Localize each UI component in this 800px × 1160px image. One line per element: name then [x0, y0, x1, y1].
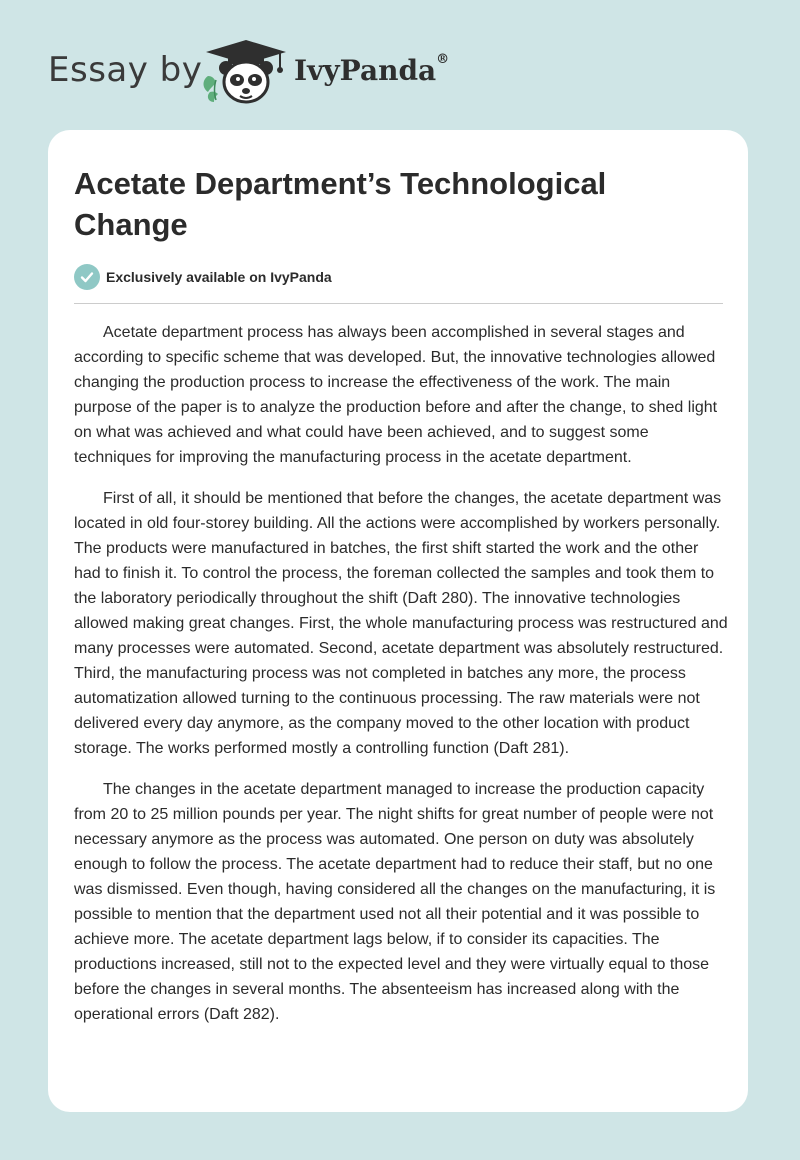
page-title: Acetate Department’s Technological Change: [74, 166, 607, 242]
essay-by-label: Essay by: [48, 50, 203, 90]
exclusive-badge-label: Exclusively available on IvyPanda: [106, 269, 332, 285]
panda-graduate-icon[interactable]: [200, 36, 292, 108]
ivy-leaf-icon: [204, 76, 219, 102]
paragraph: Acetate department process has always been accomplished in several stages and according to specific scheme that was developed. But, the innovative technologies allowed changing the production process to increase the effectiveness of the work. The main purpose of the paper is to analyze the production before and after the change, to shed light on what was achieved and what could have been achieved, and to suggest some techniques for improving the manufacturing process in the acetate department.: [74, 324, 718, 466]
exclusive-badge: [74, 264, 332, 290]
paragraph: The changes in the acetate department managed to increase the production capacity from 20 to 25 million pounds per year. The night shifts for great number of people were not necessary anymore as the process was automated. One person on duty was absolutely enough to follow the process. The acetate department had to reduce their staff, but no one was dismissed. Even though, having considered all the changes on the manufacturing, it is possible to mention that the department used not all their potential and it was possible to achieve more. The acetate department lags below, if to consider its capacities. The productions increased, still not to the expected level and they were virtually equal to those before the changes in several months. The absenteeism has increased along with the operational errors (Daft 282).: [74, 781, 716, 1023]
article-body: [74, 320, 729, 1043]
divider: [74, 303, 723, 304]
checkmark-icon: [74, 264, 100, 290]
paragraph: First of all, it should be mentioned that before the changes, the acetate department was located in old four-storey building. All the actions were accomplished by workers personally. The products were manufactured in batches, the first shift started the work and the other had to finish it. To control the process, the foreman collected the samples and took them to the laboratory periodically throughout the shift (Daft 280). The innovative technologies allowed making great changes. First, the whole manufacturing process was restructured and many processes were automated. Second, acetate department was absolutely restructured. Third, the manufacturing process was not completed in batches any more, the process automatization allowed turning to the continuous processing. The raw materials were not delivered every day anymore, as the company moved to the other location with product storage. The works performed mostly a controlling function (Daft 281).: [74, 490, 728, 757]
brand-name[interactable]: IvyPanda®: [294, 52, 450, 87]
site-header: [0, 0, 800, 130]
registered-mark: ®: [436, 52, 450, 67]
article-card: [48, 130, 748, 1112]
